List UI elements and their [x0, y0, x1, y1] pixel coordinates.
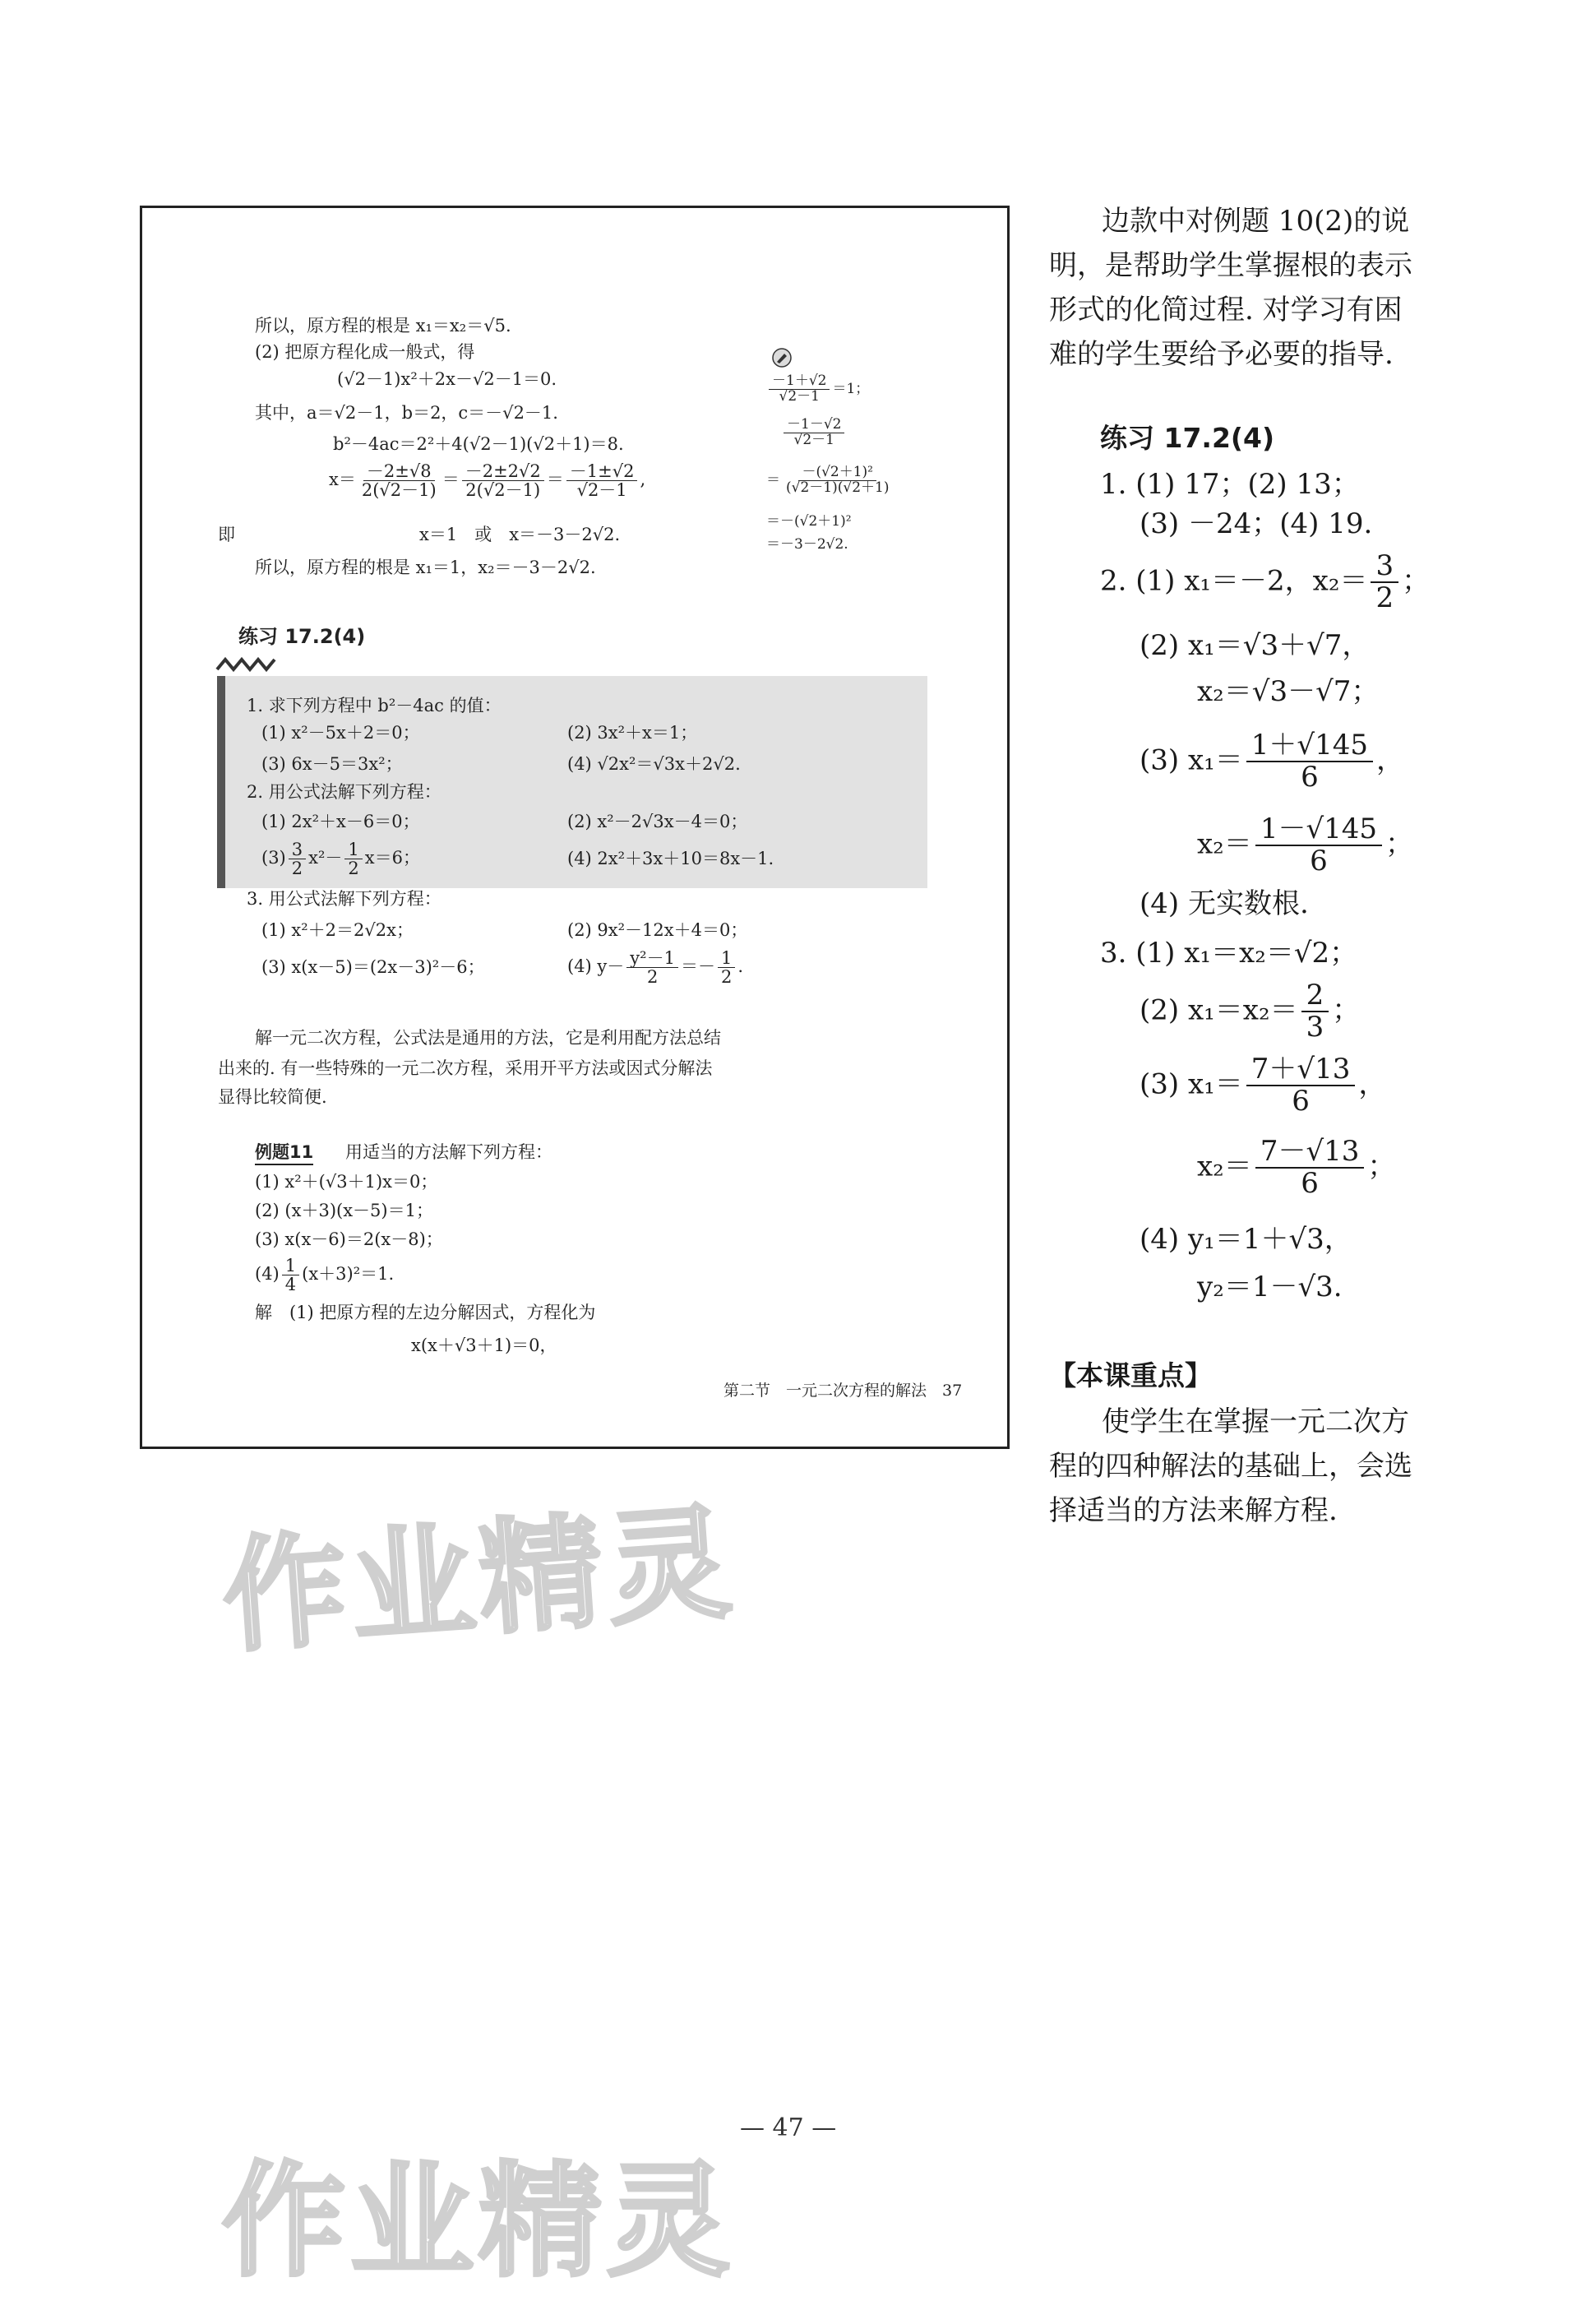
text: x＝: [329, 470, 356, 490]
example-item: (1) x²＋(√3＋1)x＝0；: [255, 1172, 438, 1192]
book-paragraph: 出来的. 有一些特殊的一元二次方程，采用开平方法或因式分解法: [218, 1058, 713, 1078]
exercise-item: [567, 949, 743, 986]
exercise-title: 练习 17.2(4): [238, 625, 366, 648]
exercise-item: (1) x²＋2＝2√2x；: [261, 920, 414, 940]
text: 2. (1) x₁＝－2，x₂＝: [1100, 564, 1368, 598]
book-formula: [329, 462, 645, 499]
text: ；: [1367, 1150, 1396, 1183]
numerator: 1: [718, 949, 735, 968]
numerator: －1＋√2: [769, 374, 830, 390]
book-footer: 第二节 一元二次方程的解法 37: [723, 1382, 963, 1400]
answer-line: (3) －24；(4) 19.: [1140, 507, 1373, 540]
text: (x＋3)²＝1.: [302, 1264, 395, 1285]
numerator: 3: [1371, 551, 1398, 583]
answer-line: 3. (1) x₁＝x₂＝√2；: [1100, 937, 1358, 970]
text: ；: [1385, 827, 1414, 861]
numerator: 1: [282, 1257, 299, 1275]
side-note-line-1: [766, 374, 869, 405]
exercise-item: (3) x(x－5)＝(2x－3)²－6；: [261, 957, 485, 977]
text: ，: [1375, 743, 1404, 777]
numerator: －2±√8: [363, 462, 435, 481]
exercise-band-bar: [217, 676, 225, 888]
exercise-item: (4) 2x²＋3x＋10＝8x－1.: [567, 849, 774, 868]
key-point-line: 择适当的方法来解方程.: [1049, 1494, 1338, 1527]
text: ；: [1332, 993, 1361, 1027]
exercise-item: (3) 6x－5＝3x²；: [261, 754, 403, 774]
answer-line: x₂＝√3－√7；: [1197, 675, 1380, 708]
text: ＝: [766, 471, 780, 488]
solution-equation: x(x＋√3＋1)＝0，: [411, 1336, 557, 1355]
exercise-item: [261, 840, 420, 877]
exercise-item: (2) x²－2√3x－4＝0；: [567, 812, 748, 831]
denominator: 2: [720, 967, 733, 988]
book-line: 其中，a＝√2－1，b＝2，c＝－√2－1.: [255, 403, 558, 423]
book-equation: (√2－1)x²＋2x－√2－1＝0.: [337, 369, 557, 389]
text: ＝: [546, 470, 564, 490]
denominator: √2－1: [576, 480, 627, 501]
numerator: －1－√2: [784, 418, 844, 433]
answer-line: [1140, 980, 1360, 1044]
exercise-question: 3. 用公式法解下列方程：: [247, 889, 441, 909]
text: ＝－: [680, 956, 715, 977]
text: ＝1；: [832, 380, 870, 397]
note-pencil-icon: [771, 347, 793, 368]
numerator: －2±2√2: [462, 462, 544, 481]
exercise-item: (1) x²－5x＋2＝0；: [261, 723, 420, 743]
solution-line: 解 (1) 把原方程的左边分解因式，方程化为: [255, 1303, 596, 1322]
book-line: 所以，原方程的根是 x₁＝x₂＝√5.: [255, 316, 511, 336]
key-point-line: 使学生在掌握一元二次方: [1102, 1405, 1409, 1438]
text: x＝6；: [364, 848, 420, 868]
book-line: 所以，原方程的根是 x₁＝1，x₂＝－3－2√2.: [255, 558, 596, 577]
example-item: [255, 1257, 394, 1294]
answers-heading: 练习 17.2(4): [1100, 422, 1275, 454]
exercise-item: (2) 9x²－12x＋4＝0；: [567, 920, 748, 940]
denominator: √2－1: [793, 431, 834, 448]
text: .: [737, 956, 744, 977]
denominator: 2(√2－1): [361, 480, 437, 501]
answer-line: (2) x₁＝√3＋√7，: [1140, 629, 1371, 662]
denominator: 6: [1301, 761, 1319, 794]
commentary-line: 明，是帮助学生掌握根的表示: [1049, 249, 1412, 282]
commentary-line: 边款中对例题 10(2)的说: [1102, 205, 1410, 238]
key-point-line: 程的四种解法的基础上，会选: [1049, 1450, 1412, 1483]
book-equation: b²－4ac＝2²＋4(√2－1)(√2＋1)＝8.: [333, 434, 624, 454]
book-paragraph: 显得比较简便.: [218, 1087, 327, 1107]
example-label: 例题11: [255, 1141, 313, 1165]
numerator: 7＋√13: [1246, 1054, 1356, 1086]
numerator: 1－√145: [1255, 814, 1382, 846]
book-line: 即: [218, 525, 235, 544]
numerator: y²－1: [626, 949, 678, 968]
numerator: 2: [1301, 980, 1329, 1012]
answer-line: (4) y₁＝1＋√3，: [1140, 1223, 1352, 1256]
watermark: 作业精灵: [222, 2150, 736, 2294]
denominator: 2: [348, 859, 359, 879]
numerator: －1±√2: [566, 462, 638, 481]
denominator: 2: [291, 859, 303, 879]
answer-line: [1140, 1054, 1386, 1118]
text: x²－: [308, 848, 343, 868]
exercise-item: (4) √2x²＝√3x＋2√2.: [567, 754, 741, 774]
example-title: 用适当的方法解下列方程：: [345, 1142, 552, 1162]
denominator: 6: [1301, 1167, 1319, 1201]
denominator: 2(√2－1): [465, 480, 541, 501]
numerator: －(√2＋1)²: [798, 465, 876, 481]
answer-line: [1100, 551, 1430, 614]
numerator: 1: [344, 840, 362, 859]
numerator: 7－√13: [1255, 1137, 1365, 1169]
exercise-question: 2. 用公式法解下列方程：: [247, 782, 441, 802]
exercise-item: (2) 3x²＋x＝1；: [567, 723, 698, 743]
text: ；: [1402, 564, 1431, 598]
book-line: (2) 把原方程化成一般式，得: [255, 342, 475, 362]
example-item: (3) x(x－6)＝2(x－8)；: [255, 1229, 443, 1249]
text: ,: [640, 470, 646, 490]
denominator: 6: [1310, 845, 1328, 878]
side-note-line-4: ＝－(√2＋1)²: [766, 513, 852, 530]
key-point-heading: 【本课重点】: [1049, 1359, 1212, 1391]
text: (3) x₁＝: [1140, 1067, 1243, 1101]
book-paragraph: 解一元二次方程，公式法是通用的方法，它是利用配方法总结: [255, 1028, 721, 1048]
numerator: 1＋√145: [1246, 730, 1373, 762]
denominator: 4: [284, 1275, 297, 1295]
page-number: — 47 —: [740, 2113, 837, 2142]
side-note-line-3: [766, 465, 895, 496]
zigzag-decoration-icon: [215, 655, 278, 673]
text: x₂＝: [1197, 827, 1252, 861]
numerator: 3: [289, 840, 306, 859]
answer-line: [1197, 1137, 1395, 1200]
commentary-line: 难的学生要给予必要的指导.: [1049, 338, 1394, 371]
text: (3) x₁＝: [1140, 743, 1243, 777]
exercise-question: 1. 求下列方程中 b²－4ac 的值：: [247, 696, 502, 715]
text: ＝: [441, 470, 460, 490]
commentary-line: 形式的化简过程. 对学习有困: [1049, 294, 1403, 326]
answer-line: [1140, 730, 1404, 794]
answer-line: (4) 无实数根.: [1140, 887, 1309, 920]
denominator: 6: [1292, 1085, 1310, 1118]
text: (4): [255, 1264, 280, 1285]
answer-line: [1197, 814, 1413, 877]
denominator: 2: [646, 967, 659, 988]
exercise-item: (1) 2x²＋x－6＝0；: [261, 812, 420, 831]
denominator: 3: [1306, 1011, 1324, 1044]
book-equation: x＝1 或 x＝－3－2√2.: [419, 525, 621, 544]
text: (2) x₁＝x₂＝: [1140, 993, 1298, 1027]
answer-line: 1. (1) 17；(2) 13；: [1100, 468, 1360, 501]
answer-line: y₂＝1－√3.: [1197, 1271, 1343, 1303]
text: (4) y－: [567, 956, 625, 977]
side-note-line-2: [781, 418, 847, 448]
example-item: (2) (x＋3)(x－5)＝1；: [255, 1201, 433, 1220]
text: (3): [261, 848, 286, 868]
text: ，: [1358, 1067, 1387, 1101]
denominator: 2: [1375, 581, 1394, 615]
denominator: √2－1: [779, 387, 820, 405]
watermark: 作业精灵: [218, 1491, 741, 1670]
text: x₂＝: [1197, 1150, 1252, 1183]
side-note-line-5: ＝－3－2√2.: [766, 536, 848, 553]
denominator: (√2－1)(√2＋1): [786, 479, 890, 496]
